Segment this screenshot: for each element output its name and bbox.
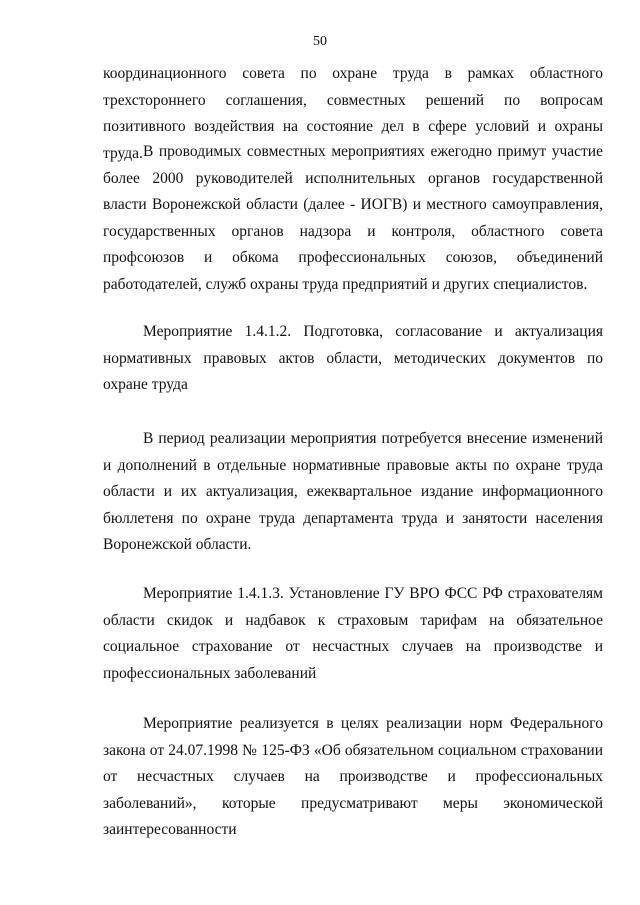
page-number: 50 bbox=[313, 34, 327, 49]
paragraph-measure-1-4-1-2: Мероприятие 1.4.1.2. Подготовка, согласование и актуализация нормативных правовых актов области, методических документов по охране труда bbox=[103, 323, 603, 393]
paragraph-measure-1-4-1-3: Мероприятие 1.4.1.3. Установление ГУ ВРО ФСС РФ страхователям области скидок и надбавок к страховым тарифам на обязательное социальное страхование от несчастных случаев на производстве и профессиональных заболеваний bbox=[103, 585, 603, 682]
paragraph-joint-events: В проводимых совместных мероприятиях ежегодно примут участие более 2000 руководителей исполнительных органов государственной власти Воронежской области (далее - ИОГВ) и местного самоуправления, государственных органов надзора и контроля, областного совета профсоюзов и обкома профессиональных союзов, объединений работодателей, служб охраны труда предприятий и других специалистов. bbox=[103, 143, 603, 293]
paragraph-implementation-period: В период реализации мероприятия потребуется внесение изменений и дополнений в отдельные нормативные правовые акты по охране труда области и их актуализация, ежеквартальное издание информационного бюллетеня по охране труда департамента труда и занятости населения Воронежской области. bbox=[103, 430, 603, 553]
paragraph-continued: координационного совета по охране труда в рамках областного трехстороннего соглашения, совместных решений по вопросам позитивного воздействия на состояние дел в сфере условий и охраны труда. bbox=[103, 65, 603, 162]
paragraph-federal-law: Мероприятие реализуется в целях реализации норм Федерального закона от 24.07.1998 № 125-ФЗ «Об обязательном социальном страховании от несчастных случаев на производстве и профессиональных заболеваний», которые предусматривают меры экономической заинтересованности bbox=[103, 715, 603, 838]
